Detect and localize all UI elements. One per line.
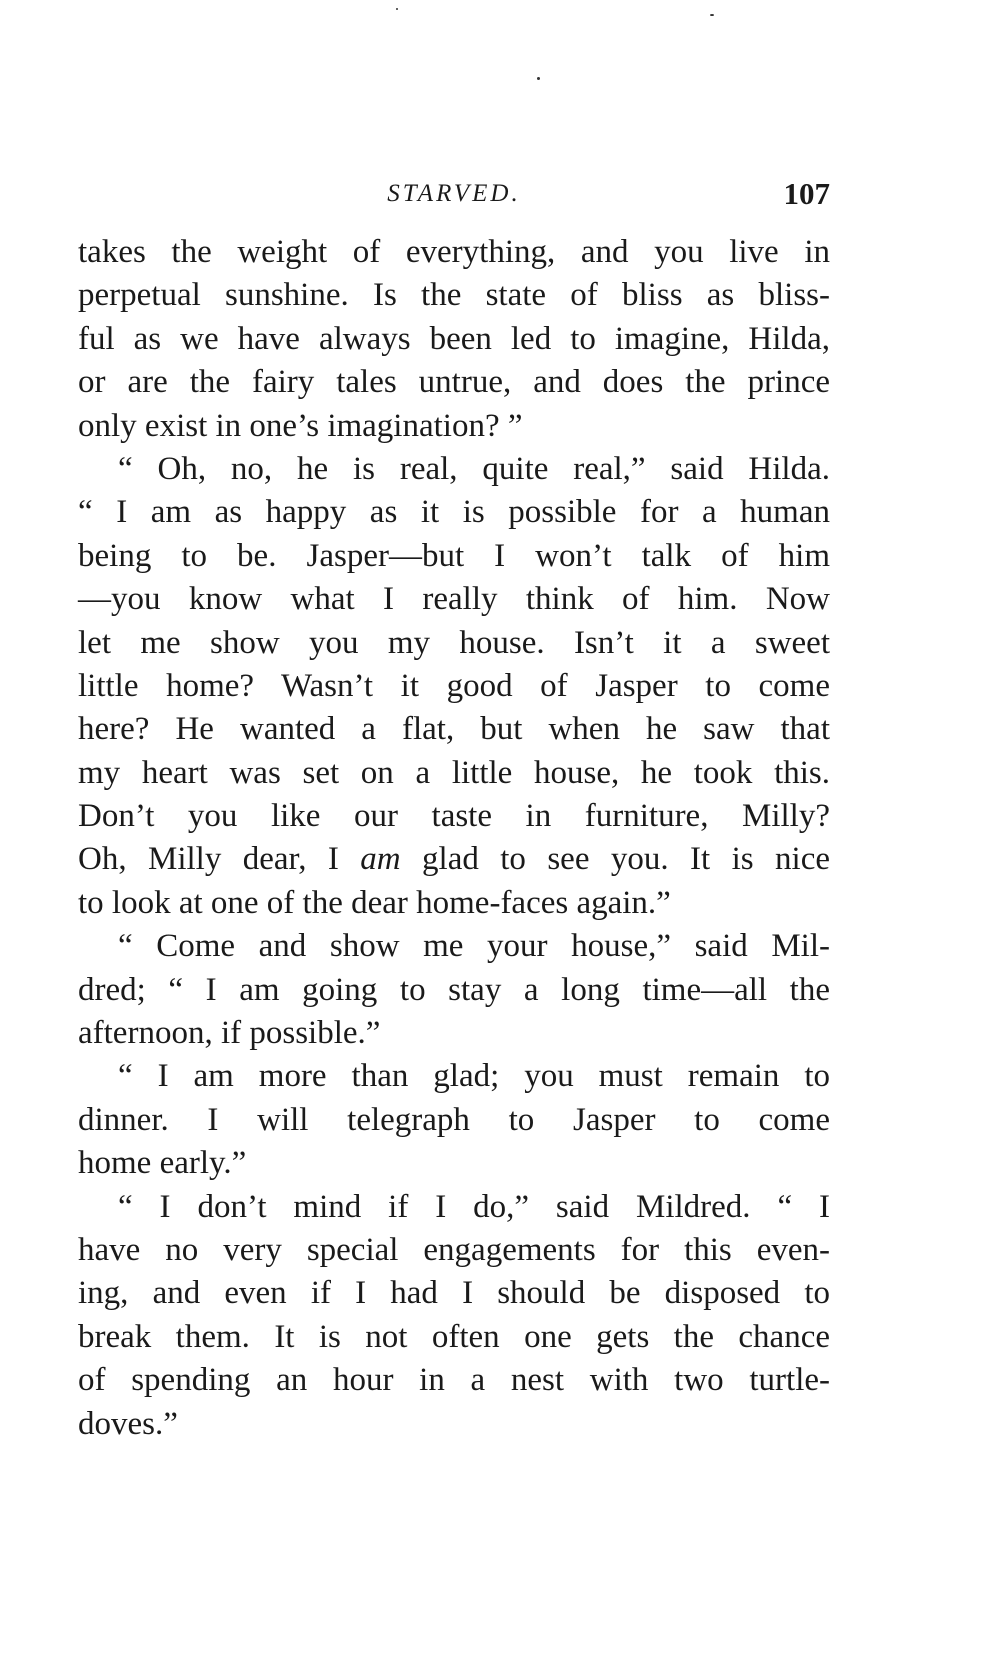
text-line: let me show you my house. Isn’t it a sweet: [78, 624, 830, 661]
text-line: or are the fairy tales untrue, and does the prince: [78, 364, 830, 401]
text-line: have no very special engagements for this even-: [78, 1231, 830, 1268]
body-text: [78, 231, 830, 1441]
text-line: takes the weight of everything, and you live in: [78, 234, 830, 270]
text-line: to look at one of the dear home-faces again.”: [78, 884, 671, 921]
text-line: being to be. Jasper—but I won’t talk of him: [78, 537, 830, 574]
text-segment: glad to see you. It is nice: [400, 841, 830, 878]
text-line: only exist in one’s imagination? ”: [78, 407, 523, 444]
text-line: my heart was set on a little house, he took this.: [78, 754, 830, 791]
print-speck: [537, 77, 540, 80]
print-speck: [396, 8, 398, 10]
text-line-with-emphasis: [78, 838, 830, 881]
text-segment: Oh, Milly dear, I: [78, 841, 361, 878]
paragraph-first-line: “ Oh, no, he is real, quite real,” said Hilda.: [118, 450, 830, 487]
text-line: ful as we have always been led to imagine, Hilda,: [78, 320, 830, 357]
text-line: doves.”: [78, 1405, 178, 1442]
text-line: ing, and even if I had I should be disposed to: [78, 1275, 830, 1312]
text-line: little home? Wasn’t it good of Jasper to come: [78, 667, 830, 704]
text-line: here? He wanted a flat, but when he saw that: [78, 711, 830, 748]
paragraph-first-line: “ Come and show me your house,” said Mil-: [118, 928, 830, 965]
print-speck: [710, 14, 714, 16]
text-line: “ I am as happy as it is possible for a human: [78, 494, 830, 531]
text-line: afternoon, if possible.”: [78, 1015, 381, 1052]
paragraph-first-line: “ I don’t mind if I do,” said Mildred. “ I: [118, 1188, 830, 1225]
text-line: dred; “ I am going to stay a long time—all the: [78, 971, 830, 1008]
emphasized-word: am: [360, 841, 401, 878]
text-line: perpetual sunshine. Is the state of bliss as bliss-: [78, 277, 830, 314]
text-line: of spending an hour in a nest with two turtle-: [78, 1362, 830, 1399]
text-line: dinner. I will telegraph to Jasper to come: [78, 1101, 830, 1138]
paragraph-first-line: “ I am more than glad; you must remain to: [118, 1058, 830, 1095]
text-line: Don’t you like our taste in furniture, Milly?: [78, 798, 830, 835]
text-line: —you know what I really think of him. Now: [78, 581, 830, 618]
running-title: STARVED.: [387, 180, 521, 207]
text-line: home early.”: [78, 1145, 247, 1182]
running-head: [78, 176, 830, 212]
page-number: 107: [783, 176, 830, 211]
text-line: break them. It is not often one gets the chance: [78, 1318, 830, 1355]
